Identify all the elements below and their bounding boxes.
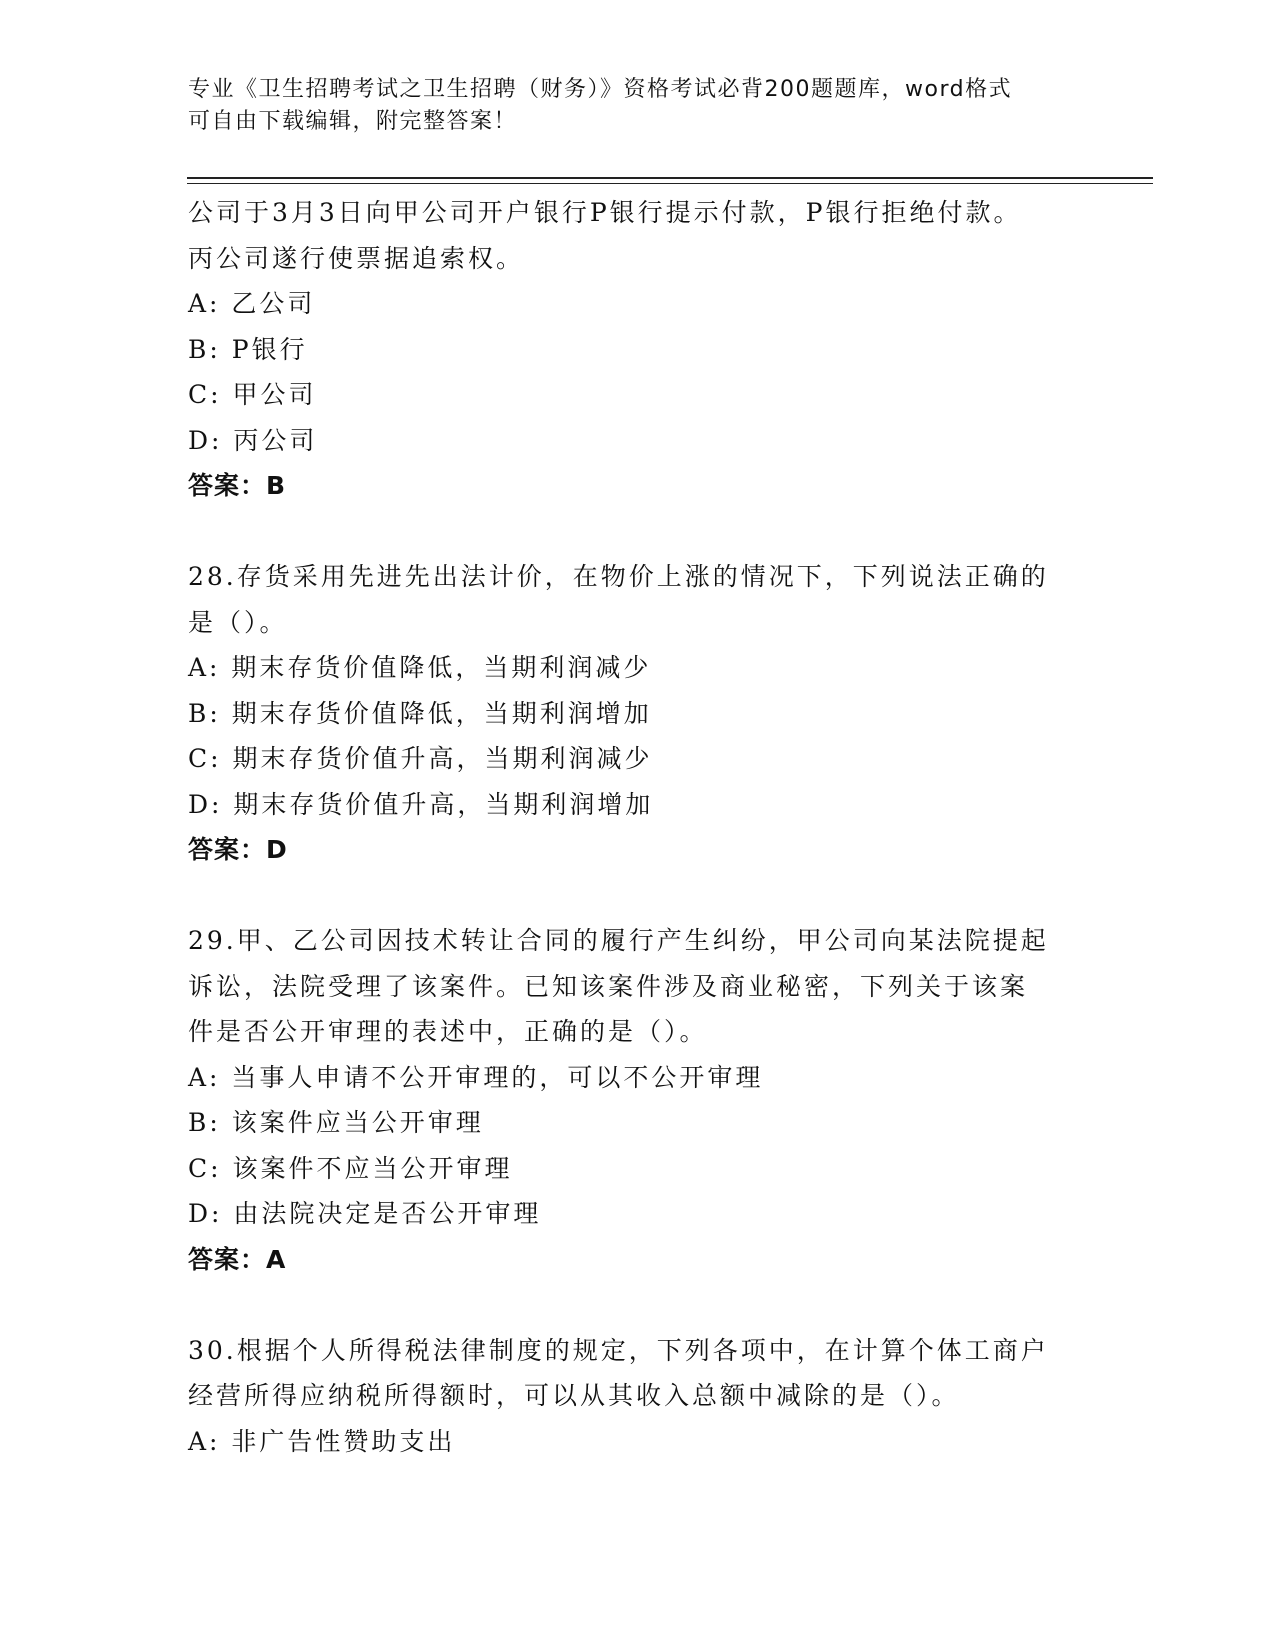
option-a: A: 期末存货价值降低，当期利润减少: [188, 653, 652, 682]
option-d: D: 由法院决定是否公开审理: [188, 1199, 542, 1228]
question-stem: 诉讼，法院受理了该案件。已知该案件涉及商业秘密，下列关于该案: [188, 971, 1029, 1001]
spacer: [188, 1282, 1088, 1328]
option-a: A: 当事人申请不公开审理的，可以不公开审理: [188, 1062, 764, 1092]
option-d: D: 期末存货价值升高，当期利润增加: [188, 789, 654, 819]
option-b: B: 期末存货价值降低，当期利润增加: [188, 698, 652, 728]
answer: 答案：D: [188, 835, 288, 864]
option-c: C: 甲公司: [188, 380, 317, 409]
question-list: [188, 190, 1088, 1464]
question-stem: 公司于3月3日向甲公司开户银行P银行提示付款，P银行拒绝付款。: [188, 198, 1022, 227]
question-stem: 件是否公开审理的表述中，正确的是（）。: [188, 1017, 708, 1046]
question-stem: 丙公司遂行使票据追索权。: [188, 243, 525, 273]
question-stem: 30.根据个人所得税法律制度的规定，下列各项中，在计算个体工商户: [188, 1335, 1049, 1365]
header-title-line-1: 专业《卫生招聘考试之卫生招聘（财务）》资格考试必背200题题库，word格式: [188, 77, 1013, 102]
header-divider-thin: [187, 183, 1153, 184]
header-title-line-2: 可自由下载编辑，附完整答案！: [188, 109, 518, 134]
document-header: [188, 74, 1068, 138]
question-29: [188, 918, 1088, 1282]
option-d: D: 丙公司: [188, 425, 318, 455]
question-28: [188, 554, 1088, 873]
question-stem: 是（）。: [188, 607, 288, 637]
spacer: [188, 509, 1088, 555]
option-b: B: 该案件应当公开审理: [188, 1108, 484, 1137]
option-a: A: 乙公司: [188, 289, 316, 318]
question-stem: 经营所得应纳税所得额时，可以从其收入总额中减除的是（）。: [188, 1381, 960, 1410]
option-b: B: P银行: [188, 334, 308, 364]
spacer: [188, 873, 1088, 919]
question-stem: 28.存货采用先进先出法计价，在物价上涨的情况下，下列说法正确的: [188, 562, 1049, 591]
question-stem: 29.甲、乙公司因技术转让合同的履行产生纠纷，甲公司向某法院提起: [188, 926, 1049, 955]
option-a: A: 非广告性赞助支出: [188, 1426, 456, 1456]
question-30: [188, 1328, 1088, 1465]
answer: 答案：B: [188, 471, 287, 500]
option-c: C: 该案件不应当公开审理: [188, 1153, 513, 1183]
question-27: [188, 190, 1088, 509]
answer: 答案：A: [188, 1244, 287, 1274]
option-c: C: 期末存货价值升高，当期利润减少: [188, 744, 653, 773]
header-divider-thick: [187, 177, 1153, 179]
